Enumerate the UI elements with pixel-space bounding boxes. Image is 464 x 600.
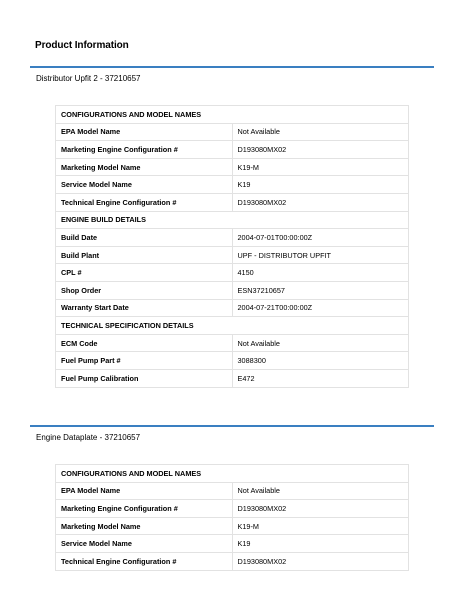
row-value: Not Available (232, 334, 409, 352)
table-row (56, 552, 409, 570)
row-value: UPF - DISTRIBUTOR UPFIT (232, 246, 409, 264)
table-row (56, 123, 409, 141)
row-label: EPA Model Name (56, 123, 233, 141)
table-group-header (56, 106, 409, 124)
row-value: 2004-07-21T00:00:00Z (232, 299, 409, 317)
row-label: Fuel Pump Part # (56, 352, 233, 370)
row-value: K19-M (232, 517, 409, 535)
row-value: 2004-07-01T00:00:00Z (232, 229, 409, 247)
group-header-label: ENGINE BUILD DETAILS (56, 211, 409, 229)
table-row (56, 158, 409, 176)
row-value: D193080MX02 (232, 193, 409, 211)
table-row (56, 500, 409, 518)
table-row (56, 229, 409, 247)
row-label: Service Model Name (56, 176, 233, 194)
row-value: D193080MX02 (232, 141, 409, 159)
row-label: Warranty Start Date (56, 299, 233, 317)
spec-table (55, 105, 409, 388)
section-title: Distributor Upfit 2 - 37210657 (36, 74, 141, 83)
row-label: Marketing Model Name (56, 158, 233, 176)
table-group-header (56, 465, 409, 483)
row-label: Technical Engine Configuration # (56, 552, 233, 570)
row-label: CPL # (56, 264, 233, 282)
row-label: Fuel Pump Calibration (56, 369, 233, 387)
group-header-label: TECHNICAL SPECIFICATION DETAILS (56, 317, 409, 335)
table-row (56, 246, 409, 264)
row-value: Not Available (232, 482, 409, 500)
table-row (56, 517, 409, 535)
section-divider (30, 66, 434, 68)
row-label: Shop Order (56, 281, 233, 299)
row-value: K19-M (232, 158, 409, 176)
table-row (56, 482, 409, 500)
table-row (56, 334, 409, 352)
row-label: Marketing Engine Configuration # (56, 500, 233, 518)
table-row (56, 299, 409, 317)
section-divider (30, 425, 434, 427)
section-title: Engine Dataplate - 37210657 (36, 433, 141, 442)
group-header-label: CONFIGURATIONS AND MODEL NAMES (56, 106, 409, 124)
row-label: EPA Model Name (56, 482, 233, 500)
spec-table (55, 464, 409, 571)
table-row (56, 141, 409, 159)
table-group-header (56, 211, 409, 229)
page-title: Product Information (35, 40, 129, 51)
group-header-label: CONFIGURATIONS AND MODEL NAMES (56, 465, 409, 483)
row-value: E472 (232, 369, 409, 387)
row-label: Marketing Model Name (56, 517, 233, 535)
table-row (56, 369, 409, 387)
table-row (56, 352, 409, 370)
table-row (56, 193, 409, 211)
row-value: D193080MX02 (232, 500, 409, 518)
table-group-header (56, 317, 409, 335)
row-label: Build Plant (56, 246, 233, 264)
row-label: ECM Code (56, 334, 233, 352)
table-row (56, 535, 409, 553)
row-label: Marketing Engine Configuration # (56, 141, 233, 159)
row-value: Not Available (232, 123, 409, 141)
row-label: Service Model Name (56, 535, 233, 553)
table-row (56, 264, 409, 282)
row-value: K19 (232, 535, 409, 553)
table-row (56, 176, 409, 194)
row-value: ESN37210657 (232, 281, 409, 299)
row-label: Build Date (56, 229, 233, 247)
row-value: 4150 (232, 264, 409, 282)
row-value: D193080MX02 (232, 552, 409, 570)
row-value: 3088300 (232, 352, 409, 370)
row-value: K19 (232, 176, 409, 194)
section-engine-dataplate (30, 425, 434, 571)
row-label: Technical Engine Configuration # (56, 193, 233, 211)
section-distributor-upfit (30, 66, 434, 388)
table-row (56, 281, 409, 299)
